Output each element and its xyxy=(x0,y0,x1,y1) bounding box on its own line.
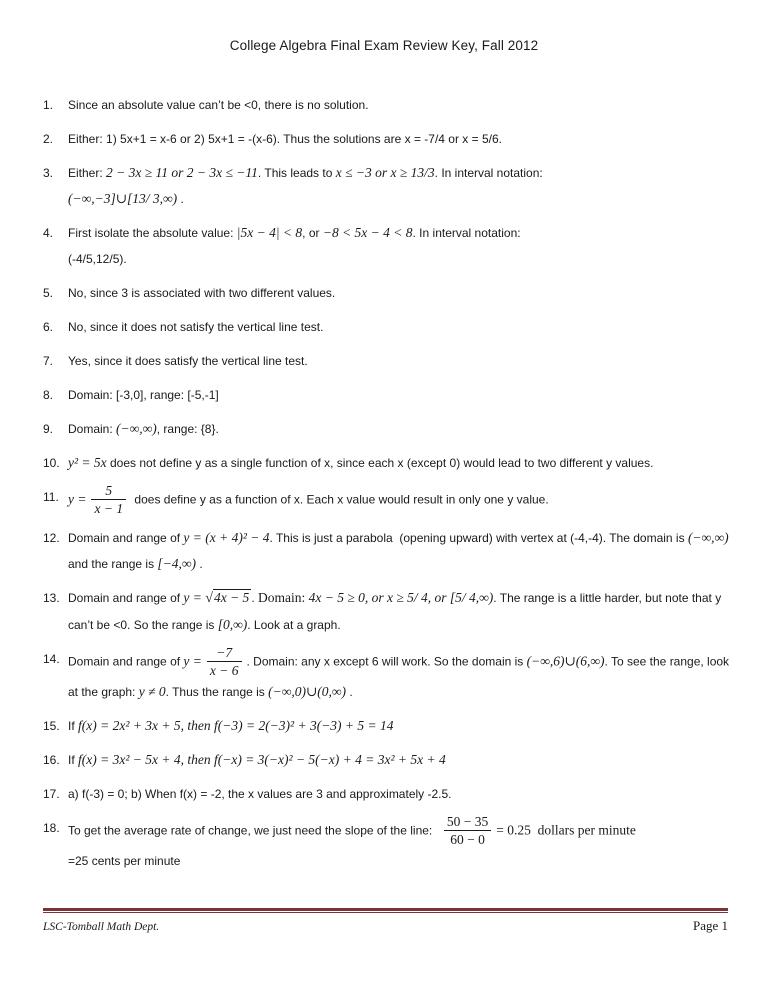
fraction xyxy=(444,814,491,847)
answer-item xyxy=(43,450,732,476)
fraction-numerator: 5 xyxy=(91,483,126,500)
math-run: y = xyxy=(183,653,202,669)
math-run: (−∞,0)∪(0,∞) xyxy=(268,684,347,699)
math-upright-run: = 0.25 dollars per minute xyxy=(496,822,636,838)
item-content xyxy=(68,92,732,118)
math-run: 2 − 3x ≥ 11 or 2 − 3x ≤ −11 xyxy=(106,165,258,180)
radicand: 4x − 5 xyxy=(213,590,250,605)
fraction xyxy=(207,645,242,678)
text-run: If xyxy=(68,753,79,767)
math-run: [0,∞) xyxy=(217,617,248,632)
text-run: Since an absolute value can’t be <0, there is no solution. xyxy=(68,98,369,112)
math-run: y = (x + 4)² − 4 xyxy=(183,530,270,545)
item-number: 6. xyxy=(43,320,54,334)
answer-item xyxy=(43,815,732,874)
text-run: and the range is xyxy=(68,531,733,571)
text-run: . In interval notation: xyxy=(434,166,543,180)
item-content xyxy=(68,450,732,476)
text-run: . This is just a parabola (opening upward) with vertex at (-4,-4). The domain is xyxy=(269,531,688,545)
item-content xyxy=(68,314,732,340)
answer-item xyxy=(43,160,732,212)
text-run: No, since it does not satisfy the vertical line test. xyxy=(68,320,324,334)
text-run: . Thus the range is xyxy=(165,685,269,699)
text-run: =25 cents per minute xyxy=(68,854,181,868)
text-run: Domain: [-3,0], range: [-5,-1] xyxy=(68,388,219,402)
math-run: −8 < 5x − 4 < 8 xyxy=(322,225,413,240)
text-run: . Domain: any x except 6 will work. So the domain is xyxy=(246,654,527,669)
fraction-numerator: 50 − 35 xyxy=(444,814,491,831)
answer-item xyxy=(43,713,732,739)
item-content xyxy=(68,416,732,442)
math-run: y² = 5x xyxy=(68,455,107,470)
item-number: 14. xyxy=(43,652,60,666)
footer-page-number: Page 1 xyxy=(692,918,728,933)
answer-item xyxy=(43,348,732,374)
item-number: 9. xyxy=(43,422,54,436)
text-run: . xyxy=(177,192,184,206)
item-number: 5. xyxy=(43,286,54,300)
item-number: 15. xyxy=(43,719,60,733)
text-run: Either: 1) 5x+1 = x-6 or 2) 5x+1 = -(x-6). Thus the solutions are x = -7/4 or x = 5/6. xyxy=(68,132,502,146)
item-content xyxy=(68,160,732,212)
text-run: a) f(-3) = 0; b) When f(x) = -2, the x values are 3 and approximately -2.5. xyxy=(68,787,452,801)
text-run: If xyxy=(68,719,79,733)
item-number: 11. xyxy=(43,490,59,504)
text-run: . xyxy=(346,685,353,699)
text-run: Domain and range of xyxy=(68,591,184,605)
text-run: does define y as a function of x. Each x value would result in only one y value. xyxy=(131,492,549,507)
text-run: Yes, since it does satisfy the vertical line test. xyxy=(68,354,308,368)
math-run: y = xyxy=(183,590,206,605)
math-run: (−∞,∞) xyxy=(116,421,157,436)
item-number: 17. xyxy=(43,787,60,801)
answer-item xyxy=(43,416,732,442)
item-content xyxy=(68,220,732,272)
item-number: 3. xyxy=(43,166,54,180)
math-run: [−4,∞) xyxy=(157,556,197,571)
item-content xyxy=(68,280,732,306)
item-content xyxy=(68,382,732,408)
fraction-denominator: x − 6 xyxy=(209,663,239,678)
text-run: Domain and range of xyxy=(68,654,184,669)
answer-list xyxy=(43,92,732,874)
footer-department: LSC-Tomball Math Dept. xyxy=(43,921,160,933)
math-run: 4x − 5 ≥ 0, or x ≥ 5/ 4, or [5/ 4,∞) xyxy=(308,590,494,605)
item-number: 12. xyxy=(43,531,60,545)
radical-sign: √ xyxy=(205,591,213,606)
answer-item xyxy=(43,747,732,773)
item-content xyxy=(68,484,732,517)
math-run: y = xyxy=(68,491,87,507)
sqrt-expression xyxy=(205,590,251,605)
item-number: 2. xyxy=(43,132,54,146)
footer-rule xyxy=(43,908,728,913)
text-run: . To see the range, look at the graph: xyxy=(68,654,733,699)
answer-item xyxy=(43,92,732,118)
math-run: f(x) = 3x² − 5x + 4, then f(−x) = 3(−x)² − 5(−x) + 4 = 3x² + 5x + 4 xyxy=(78,752,446,767)
math-run: (−∞,−3]∪[13/ 3,∞) xyxy=(68,191,178,206)
text-run: No, since 3 is associated with two different values. xyxy=(68,286,336,300)
item-number: 8. xyxy=(43,388,54,402)
item-content xyxy=(68,585,732,638)
page-footer xyxy=(43,908,728,934)
item-number: 7. xyxy=(43,354,54,368)
item-content xyxy=(68,126,732,152)
item-content xyxy=(68,713,732,739)
text-run: , or xyxy=(302,226,323,240)
answer-item xyxy=(43,280,732,306)
math-run: f(x) = 2x² + 3x + 5, then f(−3) = 2(−3)² + 3(−3) + 5 = 14 xyxy=(78,718,394,733)
item-number: 16. xyxy=(43,753,60,767)
text-run: does not define y as a single function of x, since each x (except 0) would lead to two different y values. xyxy=(106,456,654,470)
text-run: . Look at a graph. xyxy=(247,618,341,632)
text-run: Domain and range of xyxy=(68,531,184,545)
answer-item xyxy=(43,585,732,638)
text-run: First isolate the absolute value: xyxy=(68,226,237,240)
item-content xyxy=(68,525,732,577)
page-title: College Algebra Final Exam Review Key, Fall 2012 xyxy=(229,38,539,53)
answer-item xyxy=(43,126,732,152)
answer-item xyxy=(43,781,732,807)
item-number: 10. xyxy=(43,456,60,470)
text-run: . xyxy=(251,591,258,605)
item-content xyxy=(68,815,732,874)
answer-item xyxy=(43,484,732,517)
fraction xyxy=(91,483,126,516)
math-run: y ≠ 0 xyxy=(138,684,166,699)
item-content xyxy=(68,646,732,705)
math-run: (−∞,∞) xyxy=(687,530,729,545)
item-content xyxy=(68,348,732,374)
fraction-denominator: x − 1 xyxy=(94,501,124,516)
item-number: 4. xyxy=(43,226,54,240)
fraction-numerator: −7 xyxy=(207,645,242,662)
item-number: 1. xyxy=(43,98,54,112)
item-content xyxy=(68,747,732,773)
text-run: (-4/5,12/5). xyxy=(68,252,127,266)
text-run: Domain: xyxy=(68,422,117,436)
text-run: . xyxy=(196,557,203,571)
text-run: Either: xyxy=(68,166,107,180)
answer-item xyxy=(43,646,732,705)
item-number: 18. xyxy=(43,821,60,835)
math-run: |5x − 4| < 8 xyxy=(236,225,303,240)
answer-item xyxy=(43,314,732,340)
text-run: , range: {8}. xyxy=(156,422,219,436)
fraction-denominator: 60 − 0 xyxy=(450,832,485,847)
math-upright-run: Domain: xyxy=(257,590,309,605)
footer-row xyxy=(43,918,728,934)
math-run: x ≤ −3 or x ≥ 13/3 xyxy=(335,165,435,180)
answer-item xyxy=(43,525,732,577)
math-run: (−∞,6)∪(6,∞) xyxy=(526,653,605,669)
item-number: 13. xyxy=(43,591,60,605)
answer-item xyxy=(43,220,732,272)
answer-item xyxy=(43,382,732,408)
text-run: . In interval notation: xyxy=(412,226,521,240)
text-run: . This leads to xyxy=(257,166,336,180)
text-run: To get the average rate of change, we just need the slope of the line: xyxy=(68,823,439,838)
item-content xyxy=(68,781,732,807)
text-run: . The range is a little harder, but note that y can’t be <0. So the range is xyxy=(68,591,725,632)
